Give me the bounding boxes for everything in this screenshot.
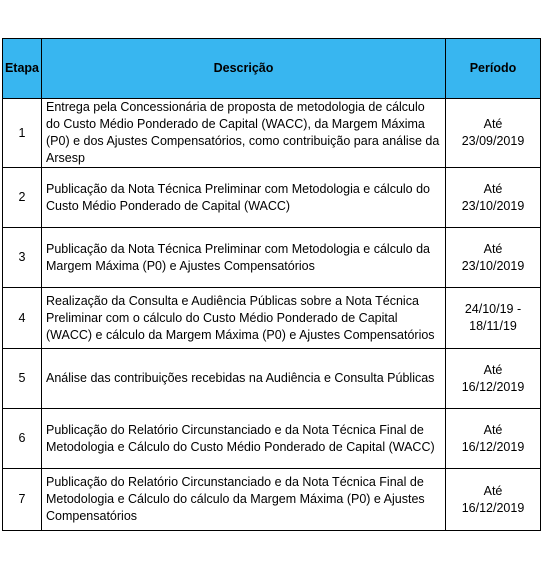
- periodo-line-2: 16/12/2019: [461, 500, 525, 515]
- cell-etapa: 1: [3, 99, 42, 168]
- table-header: [3, 39, 541, 99]
- periodo-line-2: 23/09/2019: [461, 134, 525, 148]
- periodo-line-2: 16/12/2019: [461, 379, 525, 394]
- periodo-line-1: Até: [483, 241, 503, 256]
- cell-etapa: 2: [3, 168, 42, 228]
- header-descricao: Descrição: [42, 39, 446, 99]
- periodo-line-1: Até: [483, 362, 503, 377]
- periodo-line-1: Até: [483, 181, 503, 196]
- cell-descricao: Publicação da Nota Técnica Preliminar com Metodologia e cálculo do Custo Médio Ponderado de Capital (WACC): [42, 168, 446, 228]
- header-periodo: Período: [446, 39, 541, 99]
- periodo-line-2: 16/12/2019: [461, 439, 525, 454]
- cell-descricao: Realização da Consulta e Audiência Públicas sobre a Nota Técnica Preliminar com o cálculo do Custo Médio Ponderado de Capital (WACC) e cálculo da Margem Máxima (P0) e Ajustes Compensatórios: [42, 288, 446, 349]
- table-row: [3, 228, 541, 288]
- table-row: [3, 99, 541, 168]
- periodo-line-2: 23/10/2019: [461, 258, 525, 273]
- cell-descricao: Análise das contribuições recebidas na Audiência e Consulta Públicas: [42, 349, 446, 409]
- table-row: [3, 349, 541, 409]
- periodo-line-1: Até: [483, 422, 503, 437]
- cell-etapa: 3: [3, 228, 42, 288]
- header-etapa: Etapa: [3, 39, 42, 99]
- periodo-line-1: 24/10/19 -: [464, 302, 522, 316]
- periodo-line-2: 18/11/19: [469, 319, 517, 333]
- cell-periodo: [446, 228, 541, 288]
- table-body: [3, 99, 541, 531]
- cell-descricao: Publicação da Nota Técnica Preliminar com Metodologia e cálculo da Margem Máxima (P0) e Ajustes Compensatórios: [42, 228, 446, 288]
- periodo-line-1: Até: [483, 483, 503, 498]
- cell-descricao: Publicação do Relatório Circunstanciado e da Nota Técnica Final de Metodologia e Cálculo do cálculo da Margem Máxima (P0) e Ajustes Compensatórios: [42, 469, 446, 531]
- cell-etapa: 5: [3, 349, 42, 409]
- cell-periodo: [446, 349, 541, 409]
- schedule-table: [2, 38, 541, 531]
- cell-descricao: Publicação do Relatório Circunstanciado e da Nota Técnica Final de Metodologia e Cálculo do Custo Médio Ponderado de Capital (WACC): [42, 409, 446, 469]
- table-row: [3, 288, 541, 349]
- cell-periodo: [446, 409, 541, 469]
- table-row: [3, 409, 541, 469]
- cell-descricao: Entrega pela Concessionária de proposta de metodologia de cálculo do Custo Médio Ponderado de Capital (WACC), da Margem Máxima (P0) e dos Ajustes Compensatórios, como contribuição para análise da Arsesp: [42, 99, 446, 168]
- cell-periodo: [446, 288, 541, 349]
- periodo-line-2: 23/10/2019: [461, 198, 525, 213]
- cell-periodo: [446, 469, 541, 531]
- cell-periodo: [446, 168, 541, 228]
- cell-etapa: 6: [3, 409, 42, 469]
- periodo-line-1: Até: [483, 117, 503, 131]
- table-row: [3, 168, 541, 228]
- schedule-table-container: [2, 38, 540, 531]
- cell-periodo: [446, 99, 541, 168]
- header-row: [3, 39, 541, 99]
- table-row: [3, 469, 541, 531]
- cell-etapa: 7: [3, 469, 42, 531]
- cell-etapa: 4: [3, 288, 42, 349]
